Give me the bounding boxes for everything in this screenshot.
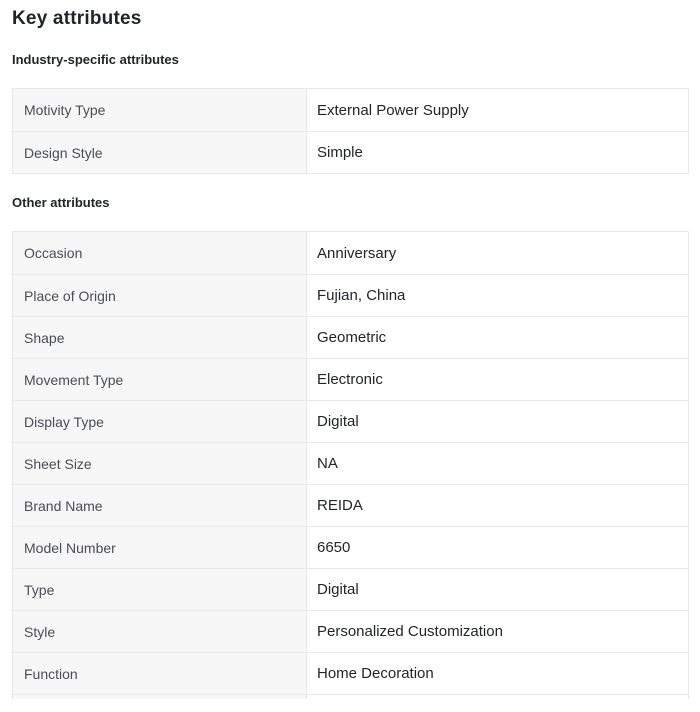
table-row-partial [12,695,689,699]
other-attributes-table [12,231,689,695]
industry-specific-attributes-table [12,88,689,174]
attribute-label: Type [13,569,307,610]
table-row [13,484,688,526]
table-row [13,232,688,274]
attribute-value: 6650 [307,527,688,568]
attribute-label: Sheet Size [13,443,307,484]
key-attributes-panel [0,6,700,699]
section-heading-other: Other attributes [12,195,110,210]
table-row [13,610,688,652]
attribute-value: Digital [307,569,688,610]
attribute-value: Simple [307,132,688,173]
table-row [13,442,688,484]
table-row [13,568,688,610]
table-row [13,652,688,694]
attribute-label: Occasion [13,232,307,274]
attribute-label: Style [13,611,307,652]
attribute-value: Personalized Customization [307,611,688,652]
attribute-value: Fujian, China [307,275,688,316]
attribute-value-stub [307,695,688,699]
attribute-label: Design Style [13,132,307,173]
attribute-value: Electronic [307,359,688,400]
attribute-value: Home Decoration [307,653,688,694]
section-heading-industry-specific: Industry-specific attributes [12,52,179,67]
table-row [13,358,688,400]
attribute-label: Motivity Type [13,89,307,131]
table-row [13,131,688,173]
table-row [13,400,688,442]
attribute-label-stub [13,695,307,699]
page-title: Key attributes [12,8,142,29]
attribute-value: REIDA [307,485,688,526]
attribute-value: Digital [307,401,688,442]
table-row [13,89,688,131]
attribute-label: Movement Type [13,359,307,400]
attribute-value: Anniversary [307,232,688,274]
table-row [13,316,688,358]
attribute-label: Function [13,653,307,694]
attribute-label: Brand Name [13,485,307,526]
table-row [13,274,688,316]
attribute-label: Shape [13,317,307,358]
attribute-label: Model Number [13,527,307,568]
attribute-value: NA [307,443,688,484]
attribute-value: External Power Supply [307,89,688,131]
attribute-label: Display Type [13,401,307,442]
table-row [13,526,688,568]
attribute-value: Geometric [307,317,688,358]
attribute-label: Place of Origin [13,275,307,316]
